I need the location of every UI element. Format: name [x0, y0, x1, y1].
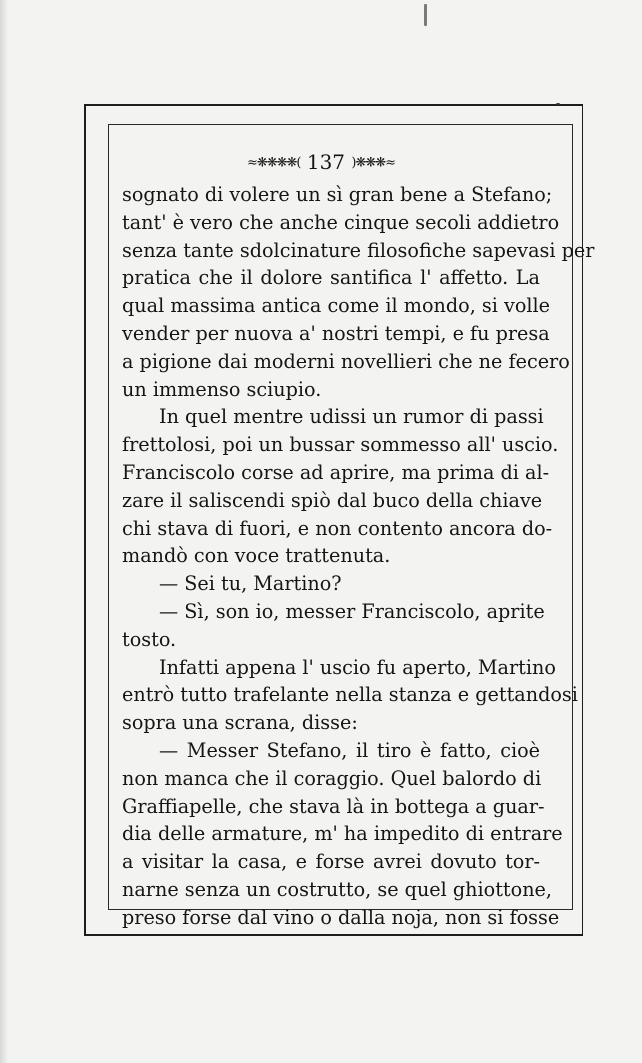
page-number: 137: [306, 150, 346, 174]
text-line: senza tante sdolcinature filosofiche sapevasi per: [122, 238, 595, 262]
ink-speck: [556, 103, 560, 105]
ornament-left: ≈❋❋❋❋(: [246, 155, 301, 171]
body-text: [122, 181, 595, 932]
text-line: Franciscolo corse ad aprire, ma prima di al-: [122, 460, 550, 484]
text-line: tant' è vero che anche cinque secoli addietro: [122, 210, 560, 234]
text-line: sognato di volere un sì gran bene a Stefano;: [122, 183, 553, 206]
text-line: qual massima antica come il mondo, si volle: [122, 294, 550, 318]
text-line: chi stava di fuori, e non contento ancora do-: [122, 516, 553, 540]
text-line: In quel mentre udissi un rumor di passi: [159, 405, 544, 429]
text-line: — Messer Stefano, il tiro è fatto, cioè: [159, 738, 540, 762]
text-line: Infatti appena l' uscio fu aperto, Martino: [159, 655, 556, 679]
page-edge-shadow: [0, 0, 8, 1063]
text-line: a pigione dai moderni novellieri che ne fecero: [122, 349, 570, 373]
text-line: frettolosi, poi un bussar sommesso all' uscio.: [122, 433, 559, 457]
text-line: pratica che il dolore santifica l' affetto. La: [122, 266, 540, 290]
text-line: sopra una scrana, disse:: [122, 711, 358, 735]
text-line: tosto.: [122, 627, 177, 651]
text-line: a visitar la casa, e forse avrei dovuto tor-: [122, 850, 540, 874]
text-line: zare il saliscendi spiò dal buco della chiave: [122, 488, 543, 512]
ink-speck: [424, 4, 427, 26]
text-line: mandò con voce trattenuta.: [122, 544, 391, 568]
text-line: — Sei tu, Martino?: [159, 572, 342, 596]
text-line: preso forse dal vino o dalla noja, non si fosse: [122, 905, 560, 929]
text-line: entrò tutto trafelante nella stanza e gettandosi: [122, 683, 578, 707]
text-line: vender per nuova a' nostri tempi, e fu presa: [122, 321, 550, 345]
text-line: — Sì, son io, messer Franciscolo, aprite: [159, 599, 545, 623]
text-line: dia delle armature, m' ha impedito di entrare: [122, 822, 563, 846]
text-line: un immenso sciupio.: [122, 377, 322, 401]
text-line: narne senza un costrutto, se quel ghiottone,: [122, 877, 553, 901]
ornament-right: )❋❋❋≈: [351, 155, 396, 171]
page-header: [210, 147, 432, 177]
text-line: Graffiapelle, che stava là in bottega a guar-: [122, 794, 545, 818]
text-line: non manca che il coraggio. Quel balordo di: [122, 766, 542, 790]
